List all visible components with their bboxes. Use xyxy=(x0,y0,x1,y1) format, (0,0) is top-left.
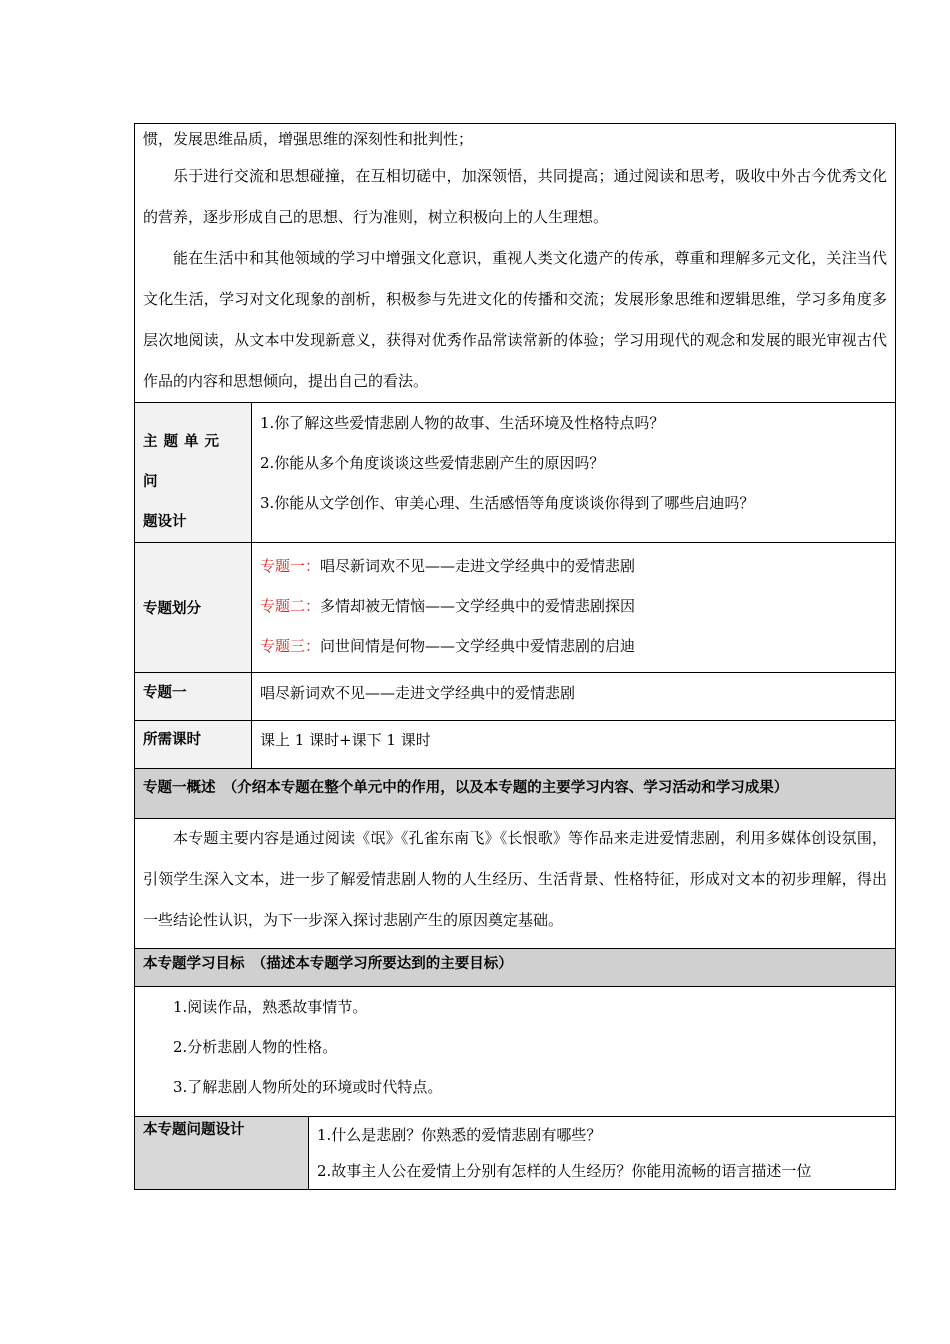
goals-body-cell xyxy=(135,987,896,1117)
topic-questions-label: 本专题问题设计 xyxy=(143,1122,245,1138)
goal-item: 1.阅读作品，熟悉故事情节。 xyxy=(173,998,368,1016)
intro-cell xyxy=(135,124,896,403)
topic1-label-cell xyxy=(135,673,252,721)
hours-value: 课上 1 课时+课下 1 课时 xyxy=(260,731,431,749)
intro-paragraph-2: 乐于进行交流和思想碰撞，在互相切磋中，加深领悟，共同提高；通过阅读和思考，吸收中外古今优秀文化的营养，逐步形成自己的思想、行为准则，树立积极向上的人生理想。 xyxy=(143,167,888,226)
overview-body-cell xyxy=(135,819,896,949)
topics-cell xyxy=(252,543,896,673)
goals-header-cell xyxy=(135,949,896,987)
topic-question-item: 2.故事主人公在爱情上分别有怎样的人生经历？你能用流畅的语言描述一位 xyxy=(317,1162,812,1180)
topic-title: 问世间情是何物——文学经典中爱情悲剧的启迪 xyxy=(320,637,636,655)
unit-question-item: 1.你了解这些爱情悲剧人物的故事、生活环境及性格特点吗？ xyxy=(260,414,665,432)
unit-question-item: 3.你能从文学创作、审美心理、生活感悟等角度谈谈你得到了哪些启迪吗？ xyxy=(260,494,755,512)
unit-question-item: 2.你能从多个角度谈谈这些爱情悲剧产生的原因吗？ xyxy=(260,454,605,472)
topics-label-cell xyxy=(135,543,252,673)
topic-questions-cell xyxy=(309,1117,896,1190)
topic-title: 多情却被无情恼——文学经典中的爱情悲剧探因 xyxy=(320,597,636,615)
hours-value-cell xyxy=(252,721,896,769)
topic1-value-cell xyxy=(252,673,896,721)
hours-label: 所需课时 xyxy=(143,732,201,748)
lesson-plan-table xyxy=(134,123,896,1190)
intro-paragraph-3: 能在生活中和其他领域的学习中增强文化意识，重视人类文化遗产的传承，尊重和理解多元文化，关注当代文化生活，学习对文化现象的剖析，积极参与先进文化的传播和交流；发展形象思维和逻辑思维，学习多角度多层次地阅读，从文本中发现新意义，获得对优秀作品常读常新的体验；学习用现代的观念和发展的眼光审视古代作品的内容和思想倾向，提出自己的看法。 xyxy=(143,249,888,390)
topic-questions-label-cell xyxy=(135,1117,309,1190)
overview-text: 本专题主要内容是通过阅读《氓》《孔雀东南飞》《长恨歌》等作品来走进爱情悲剧，利用多媒体创设氛围，引领学生深入文本，进一步了解爱情悲剧人物的人生经历、生活背景、性格特征，形成对文本的初步理解，得出一些结论性认识，为下一步深入探讨悲剧产生的原因奠定基础。 xyxy=(143,829,888,929)
hours-label-cell xyxy=(135,721,252,769)
goal-item: 3.了解悲剧人物所处的环境或时代特点。 xyxy=(173,1078,443,1096)
topic1-label: 专题一 xyxy=(143,685,187,701)
lesson-plan-page xyxy=(134,123,895,1190)
topic-item xyxy=(260,546,887,586)
topic-tag: 专题二： xyxy=(260,597,321,615)
intro-paragraph-1: 惯，发展思维品质，增强思维的深刻性和批判性； xyxy=(143,130,474,148)
goals-header: 本专题学习目标 （描述本专题学习所要达到的主要目标） xyxy=(143,956,513,972)
topic1-value: 唱尽新词欢不见——走进文学经典中的爱情悲剧 xyxy=(260,684,576,702)
topic-tag: 专题三： xyxy=(260,637,321,655)
overview-header-cell xyxy=(135,769,896,819)
topic-item xyxy=(260,626,887,666)
topic-title: 唱尽新词欢不见——走进文学经典中的爱情悲剧 xyxy=(320,557,636,575)
overview-header: 专题一概述 （介绍本专题在整个单元中的作用，以及本专题的主要学习内容、学习活动和学习成果） xyxy=(143,780,789,796)
topic-item xyxy=(260,586,887,626)
unit-questions-label-line2: 题设计 xyxy=(143,514,187,530)
unit-questions-label-cell xyxy=(135,403,252,543)
goal-item: 2.分析悲剧人物的性格。 xyxy=(173,1038,338,1056)
topic-question-item: 1.什么是悲剧？你熟悉的爱情悲剧有哪些？ xyxy=(317,1126,602,1144)
unit-questions-cell xyxy=(252,403,896,543)
unit-questions-label-line1: 主题单元问 xyxy=(143,434,225,490)
topic-tag: 专题一： xyxy=(260,557,321,575)
topics-label: 专题划分 xyxy=(143,601,201,617)
